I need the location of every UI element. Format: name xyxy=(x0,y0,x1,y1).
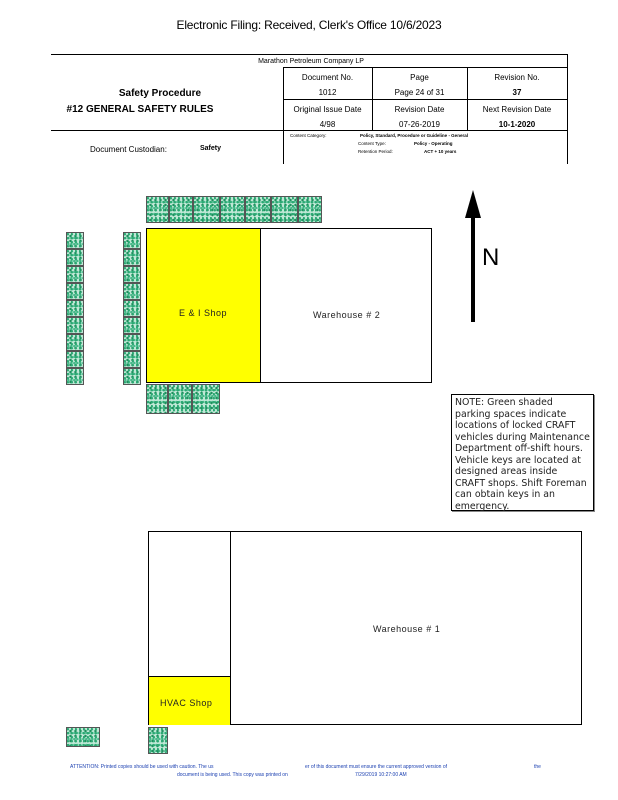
parking-space xyxy=(271,196,298,223)
footer-printed-on: document is being used. This copy was printed on xyxy=(177,772,288,778)
parking-space xyxy=(66,249,84,266)
parking-space xyxy=(66,300,84,317)
parking-space xyxy=(298,196,322,223)
page-label: Page xyxy=(410,73,429,82)
parking-space xyxy=(123,283,141,300)
footer-attention-a: ATTENTION: Printed copies should be used with caution. The us xyxy=(70,764,214,770)
parking-space xyxy=(123,334,141,351)
parking-space xyxy=(123,232,141,249)
parking-space xyxy=(220,196,245,223)
warehouse-1-label: Warehouse # 1 xyxy=(373,624,441,634)
parking-space xyxy=(66,368,84,385)
ei-shop-label: E & I Shop xyxy=(179,308,228,318)
parking-space xyxy=(66,283,84,300)
procedure-title: Safety Procedure xyxy=(118,88,202,99)
parking-space xyxy=(192,384,220,414)
ei-shop-building xyxy=(147,229,261,382)
content-type-value: Policy - Operating xyxy=(414,141,453,146)
parking-space xyxy=(66,727,100,747)
parking-space xyxy=(123,317,141,334)
retention-label: Retention Period: xyxy=(358,149,393,154)
parking-space xyxy=(146,196,169,223)
next-revision-value: 10-1-2020 xyxy=(498,120,536,129)
orig-issue-label: Original Issue Date xyxy=(293,105,362,114)
footer-print-date: 7/29/2019 10:27:00 AM xyxy=(355,772,407,778)
parking-space xyxy=(146,384,168,414)
doc-no-label: Document No. xyxy=(301,73,354,82)
parking-space xyxy=(123,351,141,368)
parking-space xyxy=(193,196,220,223)
content-type-label: Content Type: xyxy=(358,141,386,146)
procedure-subtitle: #12 GENERAL SAFETY RULES xyxy=(66,104,214,115)
parking-space xyxy=(66,317,84,334)
footer-attention-b: er of this document must ensure the current approved version of xyxy=(305,764,448,770)
hvac-shop-label: HVAC Shop xyxy=(160,698,213,708)
custodian-value: Safety xyxy=(200,145,222,152)
orig-issue-value: 4/98 xyxy=(319,120,336,129)
parking-space xyxy=(66,266,84,283)
north-label: N xyxy=(482,244,500,271)
parking-note: NOTE: Green shaded parking spaces indicate locations of locked CRAFT vehicles during Maintenance Department off-shift hours. Vehicle keys are located at designed areas inside CRAFT shops. Shift Foreman can obtain keys in an emergency. xyxy=(451,394,594,511)
parking-space xyxy=(148,727,168,754)
revision-date-value: 07-26-2019 xyxy=(399,120,440,129)
page-value: Page 24 of 31 xyxy=(394,88,445,97)
retention-value: ACT + 10 years xyxy=(424,149,457,154)
custodian-label: Document Custodian: xyxy=(90,145,167,154)
parking-space xyxy=(168,384,192,414)
revision-no-label: Revision No. xyxy=(494,73,540,82)
parking-space xyxy=(169,196,193,223)
content-category-value: Policy, Standard, Procedure or Guideline - General xyxy=(360,133,468,138)
content-category-label: Content Category: xyxy=(290,133,327,138)
next-revision-label: Next Revision Date xyxy=(482,105,552,114)
parking-space xyxy=(66,334,84,351)
parking-space xyxy=(123,249,141,266)
revision-no-value: 37 xyxy=(512,88,522,97)
parking-space xyxy=(66,351,84,368)
parking-space xyxy=(245,196,271,223)
parking-space xyxy=(123,266,141,283)
footer-attention-c: the xyxy=(534,764,541,770)
company-name: Marathon Petroleum Company LP xyxy=(258,58,364,65)
warehouse-2-label: Warehouse # 2 xyxy=(313,310,381,320)
parking-space xyxy=(123,368,141,385)
revision-date-label: Revision Date xyxy=(394,105,445,114)
filing-stamp: Electronic Filing: Received, Clerk's Office 10/6/2023 xyxy=(176,18,442,32)
parking-space xyxy=(66,232,84,249)
parking-space xyxy=(123,300,141,317)
doc-no-value: 1012 xyxy=(318,88,337,97)
